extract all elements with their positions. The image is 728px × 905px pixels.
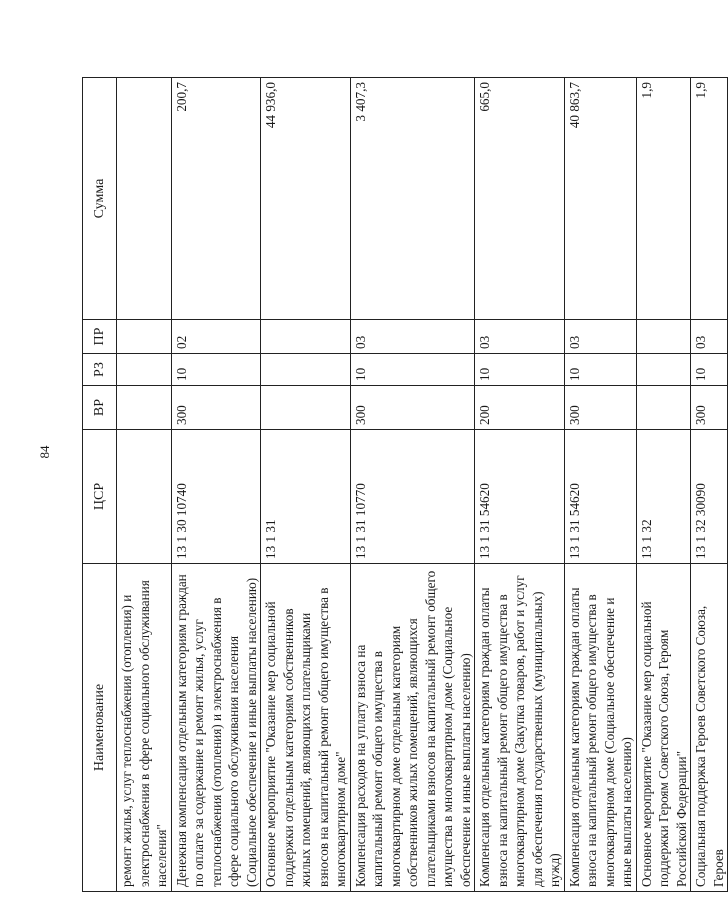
table-row bbox=[564, 78, 636, 892]
cell-vr bbox=[636, 386, 691, 430]
cell-pr: 03 bbox=[475, 320, 565, 354]
cell-csr: 13 1 31 54620 bbox=[564, 430, 636, 564]
cell-csr: 13 1 31 10770 bbox=[350, 430, 475, 564]
cell-sum: 200,7 bbox=[171, 78, 261, 320]
header-rz: РЗ bbox=[83, 354, 117, 386]
cell-name: Компенсация расходов на уплату взноса на капитальный ремонт общего имущества в многоквартирном доме отдельным категориям собственников жилых помещений, являющихся плательщиками взносов на капитальный ремонт общего имущества в многоквартирном доме (Социальное обеспечение и иные выплаты населению) bbox=[350, 564, 475, 892]
cell-csr: 13 1 31 bbox=[261, 430, 351, 564]
table-row bbox=[171, 78, 261, 892]
cell-sum: 665,0 bbox=[475, 78, 565, 320]
cell-pr: 03 bbox=[350, 320, 475, 354]
table-header-row bbox=[83, 78, 117, 892]
cell-pr: 03 bbox=[564, 320, 636, 354]
table-row bbox=[261, 78, 351, 892]
cell-sum: 1,9 bbox=[691, 78, 728, 320]
cell-csr: 13 1 31 54620 bbox=[475, 430, 565, 564]
cell-rz bbox=[261, 354, 351, 386]
table-row bbox=[691, 78, 728, 892]
table-row bbox=[117, 78, 172, 892]
table-row bbox=[350, 78, 475, 892]
cell-vr: 300 bbox=[171, 386, 261, 430]
cell-pr bbox=[117, 320, 172, 354]
cell-vr: 300 bbox=[691, 386, 728, 430]
header-name: Наименование bbox=[83, 564, 117, 892]
cell-name: Денежная компенсация отдельным категориям граждан по оплате за содержание и ремонт жилья, услуг теплоснабжения (отопления) и электроснабжения в сфере социального обслуживания населения (Социальное обеспечение и иные выплаты населению) bbox=[171, 564, 261, 892]
cell-csr bbox=[117, 430, 172, 564]
table-row bbox=[636, 78, 691, 892]
cell-name: ремонт жилья, услуг теплоснабжения (отопления) и электроснабжения в сфере социального обслуживания населения" bbox=[117, 564, 172, 892]
cell-vr: 300 bbox=[350, 386, 475, 430]
cell-sum: 40 863,7 bbox=[564, 78, 636, 320]
cell-vr bbox=[261, 386, 351, 430]
cell-pr bbox=[261, 320, 351, 354]
cell-pr: 02 bbox=[171, 320, 261, 354]
cell-rz bbox=[636, 354, 691, 386]
cell-csr: 13 1 30 10740 bbox=[171, 430, 261, 564]
cell-sum: 3 407,3 bbox=[350, 78, 475, 320]
cell-name: Социальная поддержка Героев Советского Союза, Героев bbox=[691, 564, 728, 892]
cell-name: Компенсация отдельным категориям граждан оплаты взноса на капитальный ремонт общего имущества в многоквартирном доме (Социальное обеспечение и иные выплаты населению) bbox=[564, 564, 636, 892]
cell-rz: 10 bbox=[475, 354, 565, 386]
budget-table bbox=[82, 77, 728, 892]
cell-csr: 13 1 32 bbox=[636, 430, 691, 564]
cell-vr: 200 bbox=[475, 386, 565, 430]
header-pr: ПР bbox=[83, 320, 117, 354]
page-number: 84 bbox=[37, 445, 52, 459]
header-csr: ЦСР bbox=[83, 430, 117, 564]
cell-rz: 10 bbox=[350, 354, 475, 386]
cell-sum: 1,9 bbox=[636, 78, 691, 320]
cell-rz: 10 bbox=[691, 354, 728, 386]
cell-name: Основное мероприятие "Оказание мер социальной поддержки отдельным категориям собственников жилых помещений, являющихся плательщиками взносов на капитальный ремонт общего имущества в многоквартирном доме" bbox=[261, 564, 351, 892]
cell-rz: 10 bbox=[171, 354, 261, 386]
cell-vr bbox=[117, 386, 172, 430]
cell-pr bbox=[636, 320, 691, 354]
cell-csr: 13 1 32 30090 bbox=[691, 430, 728, 564]
cell-sum: 44 936,0 bbox=[261, 78, 351, 320]
cell-pr: 03 bbox=[691, 320, 728, 354]
header-vr: ВР bbox=[83, 386, 117, 430]
header-sum: Сумма bbox=[83, 78, 117, 320]
budget-table-frame bbox=[82, 78, 726, 892]
cell-rz bbox=[117, 354, 172, 386]
cell-sum bbox=[117, 78, 172, 320]
table-row bbox=[475, 78, 565, 892]
cell-vr: 300 bbox=[564, 386, 636, 430]
cell-rz: 10 bbox=[564, 354, 636, 386]
cell-name: Компенсация отдельным категориям граждан оплаты взноса на капитальный ремонт общего имущества в многоквартирном доме (Закупка товаров, работ и услуг для обеспечения государственных (муниципальных) нужд) bbox=[475, 564, 565, 892]
cell-name: Основное мероприятие "Оказание мер социальной поддержки Героям Советского Союза, Героям Российской Федерации" bbox=[636, 564, 691, 892]
